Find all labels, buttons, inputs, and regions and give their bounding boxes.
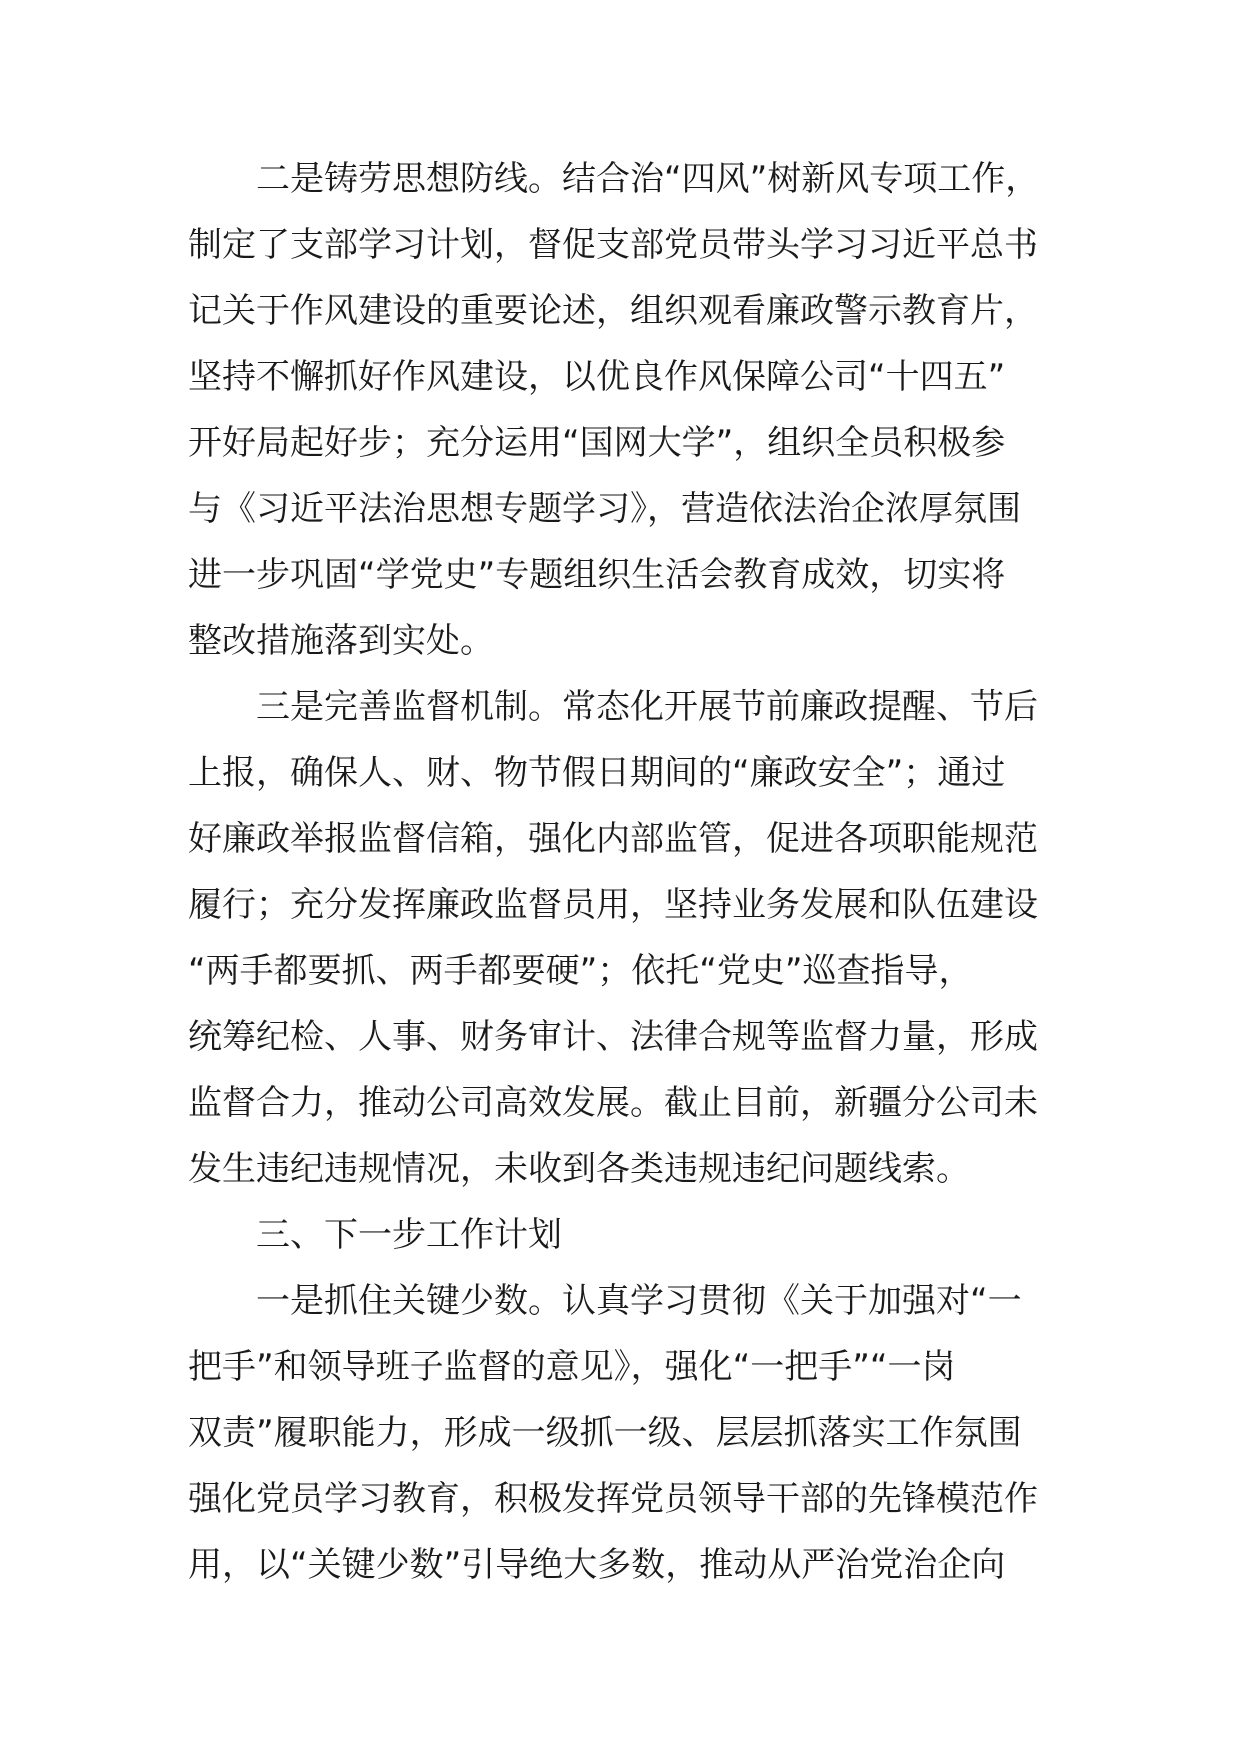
text-line: 好廉政举报监督信箱，强化内部监管，促进各项职能规范	[188, 819, 1038, 859]
text-line: 三是完善监督机制。常态化开展节前廉政提醒、节后	[256, 687, 1038, 727]
text-line: 二是铸劳思想防线。结合治“四风”树新风专项工作，	[256, 159, 1040, 199]
text-line: 强化党员学习教育，积极发挥党员领导干部的先锋模范作	[188, 1479, 1038, 1519]
text-line: 进一步巩固“学党史”专题组织生活会教育成效，切实将	[188, 555, 1006, 595]
text-line: 上报，确保人、财、物节假日期间的“廉政安全”；通过	[188, 753, 1006, 793]
document-body	[188, 146, 1188, 1598]
text-line: 把手”和领导班子监督的意见》，强化“一把手”“一岗	[188, 1347, 956, 1387]
text-line: 统筹纪检、人事、财务审计、法律合规等监督力量，形成	[188, 1017, 1038, 1057]
text-line: 记关于作风建设的重要论述，组织观看廉政警示教育片，	[188, 291, 1038, 331]
text-line: 一是抓住关键少数。认真学习贯彻《关于加强对“一	[256, 1281, 1022, 1321]
section-heading: 三、下一步工作计划	[256, 1215, 562, 1255]
text-line: 与《习近平法治思想专题学习》，营造依法治企浓厚氛围	[188, 489, 1021, 529]
text-line: 发生违纪违规情况，未收到各类违规违纪问题线索。	[188, 1149, 970, 1189]
text-line: 双责”履职能力，形成一级抓一级、层层抓落实工作氛围	[188, 1413, 1022, 1453]
text-line: 用，以“关键少数”引导绝大多数，推动从严治党治企向	[188, 1545, 1006, 1585]
text-line: “两手都要抓、两手都要硬”；依托“党史”巡查指导，	[188, 951, 973, 991]
text-line: 整改措施落到实处。	[188, 621, 494, 661]
text-line: 履行；充分发挥廉政监督员用，坚持业务发展和队伍建设	[188, 885, 1038, 925]
text-line: 开好局起好步；充分运用“国网大学”，组织全员积极参	[188, 423, 1006, 463]
text-line: 坚持不懈抓好作风建设，以优良作风保障公司“十四五”	[188, 357, 1006, 397]
text-line: 制定了支部学习计划，督促支部党员带头学习习近平总书	[188, 225, 1038, 265]
text-line: 监督合力，推动公司高效发展。截止目前，新疆分公司未	[188, 1083, 1038, 1123]
